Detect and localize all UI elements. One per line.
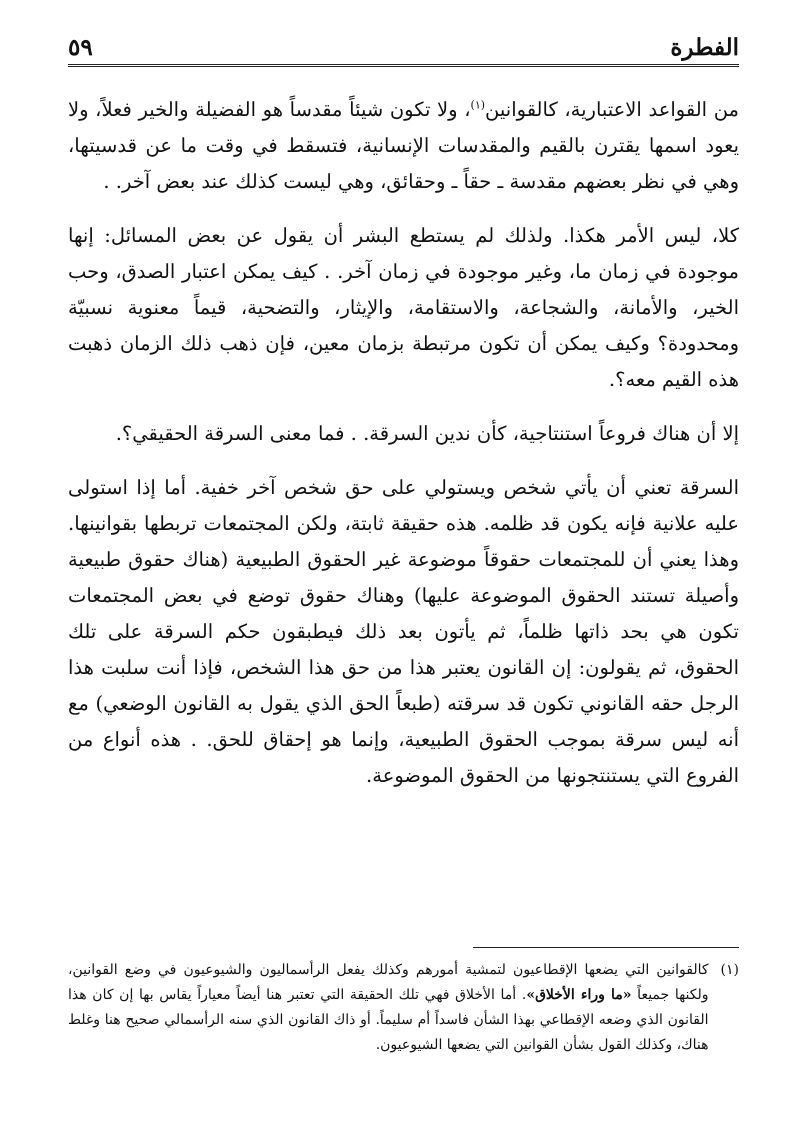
paragraph: من القواعد الاعتبارية، كالقوانين$^{(١)}$، ولا تكون شيئاً مقدساً هو الفضيلة والخير فعلاً، ولا يعود اسمها يقترن بالقيم والمقدسات الإنسانية، فتسقط في وقت ما عن قدسيتها، وهي في نظر بعضهم مقدسة ـ حقاً ـ وحقائق، وهي ليست كذلك عند بعض آخر. . xyxy=(68,98,739,193)
paragraph: كلا، ليس الأمر هكذا. ولذلك لم يستطع البشر أن يقول عن بعض المسائل: إنها موجودة في زمان ما، وغير موجودة في زمان آخر. . كيف يمكن اعتبار الصدق، وحب الخير، والأمانة، والشجاعة، والاستقامة، والإيثار، والتضحية، قيماً معنوية نسبيّة ومحدودة؟ وكيف يمكن أن تكون مرتبطة بزمان معين، فإن ذهب ذلك الزمان ذهبت هذه القيم معه؟. xyxy=(68,224,739,391)
page-number: ٥٩ xyxy=(68,34,93,61)
paragraph: السرقة تعني أن يأتي شخص ويستولي على حق شخص آخر خفية. أما إذا استولى عليه علانية فإنه يكون قد ظلمه. هذه حقيقة ثابتة، ولكن المجتمعات تربطها بقوانينها. وهذا يعني أن للمجتمعات حقوقاً موضوعة غير الحقوق الطبيعية (هناك حقوق طبيعية وأصيلة تستند الحقوق الموضوعة عليها) وهناك حقوق توضع في بعض المجتمعات تكون هي بحد ذاتها ظلماً، ثم يأتون بعد ذلك فيطبقون حكم السرقة على تلك الحقوق، ثم يقولون: إن القانون يعتبر هذا من حق هذا الشخص، فإذا أنت سلبت هذا الرجل حقه القانوني تكون قد سرقته (طبعاً الحق الذي يقول به القانون الوضعي) مع أنه ليس سرقة بموجب الحقوق الطبيعية، وإنما هو إحقاق للحق. . هذه أنواع من الفروع التي يستنتجونها من الحقوق الموضوعة. xyxy=(68,476,739,787)
chapter-title: الفطرة xyxy=(670,34,739,61)
footnote xyxy=(68,958,739,1058)
footnote-ref[interactable]: (١) xyxy=(470,98,486,112)
running-header xyxy=(68,28,739,67)
body-text xyxy=(68,92,739,812)
footnote-text: كالقوانين التي يضعها الإقطاعيون لتمشية أمورهم وكذلك يفعل الرأسماليون والشيوعيون في وضع القوانين، ولكنها جميعاً «ما وراء الأخلاق». أما الأخلاق فهي تلك الحقيقة التي تعتبر هنا أيضاً معياراً يقاس بها إن كان هذا القانون الذي وضعه الإقطاعي بهذا الشأن فاسداً أم سليماً. أو ذاك القانون الذي سنه الرأسمالي صحيح هنا وغلط هناك، وكذلك القول بشأن القوانين التي يضعها الشيوعيون. xyxy=(68,962,709,1053)
footnote-separator xyxy=(473,947,739,948)
paragraph: إلا أن هناك فروعاً استنتاجية، كأن ندين السرقة. . فما معنى السرقة الحقيقي؟. xyxy=(115,422,739,445)
footnote-emphasis: «ما وراء الأخلاق» xyxy=(526,987,632,1003)
footnote-number: (١) xyxy=(720,962,739,978)
